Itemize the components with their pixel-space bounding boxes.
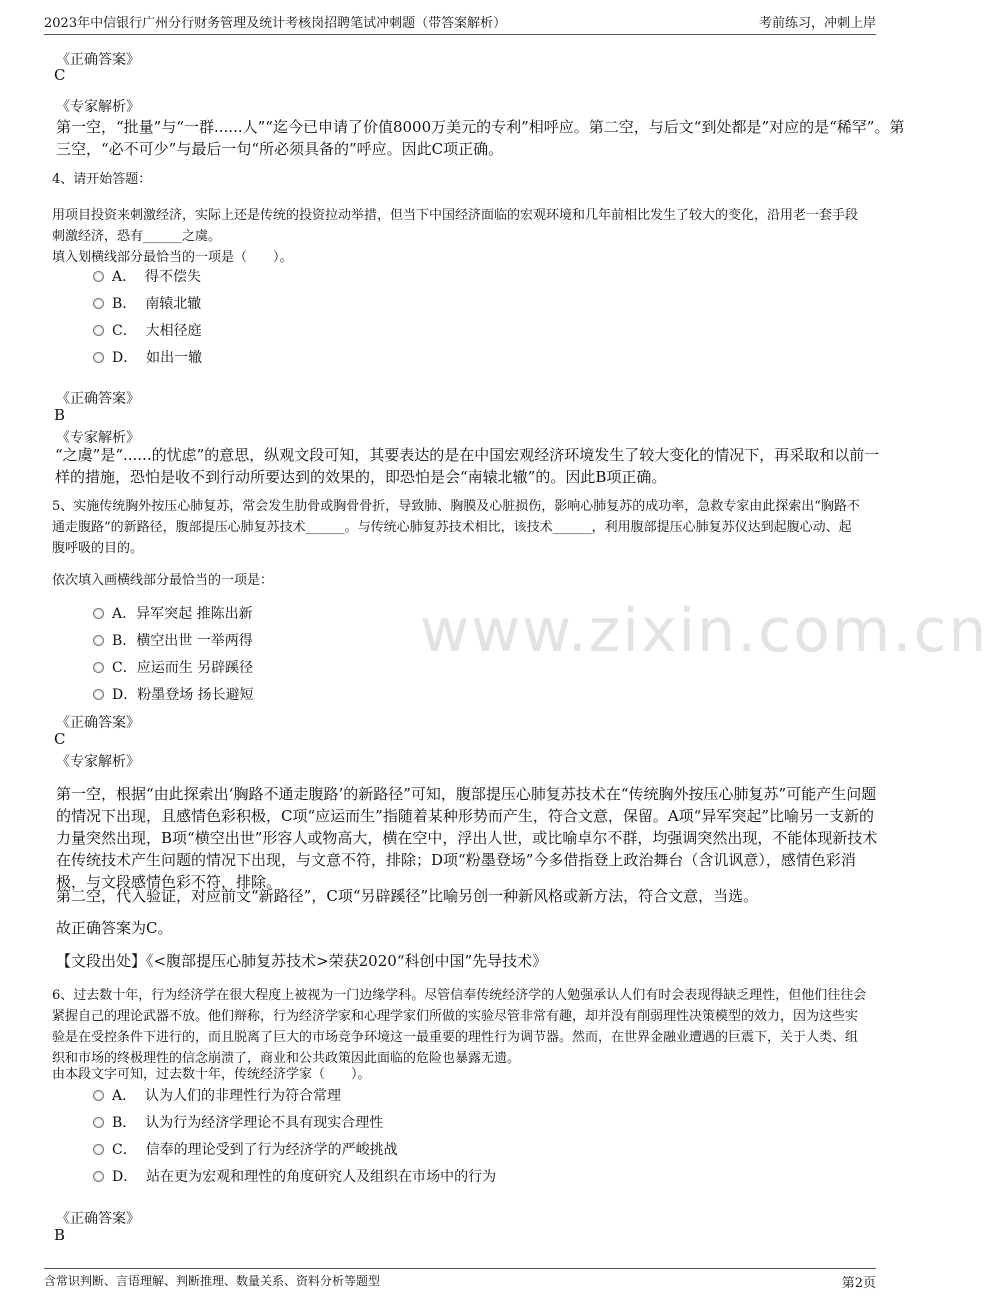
radio-icon[interactable] bbox=[93, 608, 104, 619]
q4-prompt: 填入划横线部分最恰当的一项是（ ）。 bbox=[52, 250, 293, 265]
q3-analysis-line: 三空，“必不可少”与最后一句“所必须具备的”呼应。因此C项正确。 bbox=[56, 140, 504, 158]
q5-analysis-p2: 第二空，代入验证，对应前文“新路径”，C项“另辟蹊径”比喻另创一种新风格或新方法，符合文意，当选。 bbox=[56, 887, 759, 905]
q5-option-b[interactable] bbox=[93, 630, 253, 650]
radio-icon[interactable] bbox=[93, 325, 104, 336]
radio-icon[interactable] bbox=[93, 1090, 104, 1101]
option-text: 站在更为宏观和理性的角度研究人及组织在市场中的行为 bbox=[146, 1169, 497, 1185]
q4-analysis-line: “之虞”是“......的忧虑”的意思，纵观文段可知，其要表达的是在中国宏观经济环境发生了较大变化的情况下，再采取和以前一 bbox=[55, 446, 880, 464]
option-letter: C． bbox=[112, 1142, 137, 1158]
radio-icon[interactable] bbox=[93, 635, 104, 646]
q4-stem-line: 用项目投资来刺激经济，实际上还是传统的投资拉动举措，但当下中国经济面临的宏观环境和几年前相比发生了较大的变化，沿用老一套手段 bbox=[52, 208, 859, 223]
q5-analysis-label: 《专家解析》 bbox=[56, 754, 140, 770]
header-slogan: 考前练习，冲刺上岸 bbox=[758, 16, 876, 31]
radio-icon[interactable] bbox=[93, 1117, 104, 1128]
option-letter: D． bbox=[112, 350, 138, 366]
q3-analysis-line: 第一空，“批量”与“一群......人”“迄今已申请了价值8000万美元的专利”相呼应。第二空，与后文“到处都是”对应的是“稀罕”。第 bbox=[56, 118, 905, 136]
option-text: 粉墨登场 扬长避短 bbox=[137, 687, 254, 703]
q5-option-c[interactable] bbox=[93, 657, 253, 677]
q6-stem-line: 验是在受控条件下进行的，而且脱离了巨大的市场竞争环境这一最重要的理性行为调节器。然而，在世界金融业遭遇的巨震下，关于人类、组 bbox=[52, 1030, 859, 1045]
q5-analysis-line: 第一空，根据“由此探索出‘胸路不通走腹路’的新路径”可知，腹部提压心肺复苏技术在“传统胸外按压心肺复苏”可能产生问题 bbox=[56, 785, 877, 803]
footer-divider bbox=[44, 1268, 876, 1269]
q5-prompt: 依次填入画横线部分最恰当的一项是： bbox=[52, 573, 274, 588]
q4-option-b[interactable] bbox=[93, 293, 201, 313]
q5-stem-line: 5、实施传统胸外按压心肺复苏，常会发生肋骨或胸骨骨折，导致肺、胸膜及心脏损伤，影响心肺复苏的成功率，急救专家由此探索出“胸路不 bbox=[52, 499, 860, 514]
radio-icon[interactable] bbox=[93, 689, 104, 700]
q6-answer: B bbox=[54, 1226, 66, 1244]
option-letter: C． bbox=[112, 660, 137, 676]
q6-prompt: 由本段文字可知，过去数十年，传统经济学家（ ）。 bbox=[52, 1067, 371, 1082]
option-text: 如出一辙 bbox=[146, 350, 203, 366]
option-letter: B． bbox=[112, 1115, 137, 1131]
q5-analysis-line: 在传统技术产生问题的情况下出现，与文意不符，排除；D项“粉墨登场”今多借指登上政治舞台（含讥讽意），感情色彩消 bbox=[56, 851, 856, 869]
option-letter: C． bbox=[112, 323, 137, 339]
option-text: 认为行为经济学理论不具有现实合理性 bbox=[145, 1115, 384, 1131]
q6-option-c[interactable] bbox=[93, 1139, 398, 1159]
q3-analysis bbox=[56, 116, 904, 160]
watermark: www.zixin.com.cn bbox=[420, 596, 988, 666]
q5-analysis-line: 力量突然出现，B项“横空出世”形容人或物高大，横在空中，浮出人世，或比喻卓尔不群，均强调突然出现，不能体现新技术 bbox=[56, 829, 878, 847]
q3-answer: C bbox=[54, 66, 66, 84]
option-text: 异军突起 推陈出新 bbox=[136, 606, 253, 622]
q5-source: 【文段出处】《<腹部提压心肺复苏技术>荣获2020“科创中国”先导技术》 bbox=[56, 952, 548, 970]
q3-analysis-label: 《专家解析》 bbox=[56, 99, 140, 115]
q6-stem-line: 紧握自己的理论武器不放。他们辩称，行为经济学家和心理学家们所做的实验尽管非常有趣，却并没有削弱理性决策模型的效力，因为这些实 bbox=[52, 1009, 859, 1024]
q4-stem bbox=[52, 205, 858, 268]
page-header bbox=[0, 0, 920, 36]
q5-analysis-line: 的情况下出现，且感情色彩积极，C项“应运而生”指随着某种形势而产生，符合文意，保留。A项“异军突起”比喻另一支新的 bbox=[56, 807, 874, 825]
option-text: 得不偿失 bbox=[145, 269, 202, 285]
q6-option-b[interactable] bbox=[93, 1112, 383, 1132]
option-letter: B． bbox=[112, 633, 137, 649]
footer-categories: 含常识判断、言语理解、判断推理、数量关系、资料分析等题型 bbox=[44, 1274, 381, 1288]
q4-stem-line: 刺激经济，恐有______之虞。 bbox=[52, 229, 222, 244]
q4-option-a[interactable] bbox=[93, 266, 201, 286]
q6-option-d[interactable] bbox=[93, 1166, 496, 1186]
q6-stem bbox=[52, 985, 866, 1069]
q4-answer-label: 《正确答案》 bbox=[56, 391, 140, 407]
option-letter: D． bbox=[112, 1169, 138, 1185]
option-text: 大相径庭 bbox=[145, 323, 202, 339]
option-text: 信奉的理论受到了行为经济学的严峻挑战 bbox=[145, 1142, 398, 1158]
option-letter: A． bbox=[112, 269, 137, 285]
q4-answer: B bbox=[54, 406, 66, 424]
q5-answer: C bbox=[54, 730, 66, 748]
q6-answer-label: 《正确答案》 bbox=[56, 1211, 140, 1227]
document-title: 2023年中信银行广州分行财务管理及统计考核岗招聘笔试冲刺题（带答案解析） bbox=[44, 16, 507, 31]
q5-stem-line: 腹呼吸的目的。 bbox=[52, 541, 144, 556]
header-divider bbox=[44, 34, 876, 35]
q4-option-c[interactable] bbox=[93, 320, 202, 340]
q5-option-a[interactable] bbox=[93, 603, 253, 623]
q6-stem-line: 织和市场的终极理性的信念崩溃了，商业和公共政策因此面临的危险也暴露无遗。 bbox=[52, 1051, 521, 1066]
radio-icon[interactable] bbox=[93, 662, 104, 673]
option-letter: A． bbox=[112, 606, 137, 622]
option-text: 应运而生 另辟蹊径 bbox=[136, 660, 254, 676]
q5-option-d[interactable] bbox=[93, 684, 254, 704]
q6-option-a[interactable] bbox=[93, 1085, 341, 1105]
q5-answer-label: 《正确答案》 bbox=[56, 715, 140, 731]
q5-stem bbox=[52, 496, 860, 559]
q4-option-d[interactable] bbox=[93, 347, 202, 367]
q3-answer-label: 《正确答案》 bbox=[56, 52, 140, 68]
q4-number: 4、请开始答题： bbox=[52, 172, 152, 187]
radio-icon[interactable] bbox=[93, 1171, 104, 1182]
radio-icon[interactable] bbox=[93, 352, 104, 363]
option-letter: A． bbox=[112, 1088, 137, 1104]
option-text: 南辕北辙 bbox=[145, 296, 202, 312]
q4-analysis-line: 样的措施，恐怕是收不到行动所要达到的效果的，即恐怕是会“南辕北辙”的。因此B项正确。 bbox=[55, 468, 667, 486]
q5-analysis-p3: 故正确答案为C。 bbox=[56, 919, 173, 937]
q6-stem-line: 6、过去数十年，行为经济学在很大程度上被视为一门边缘学科。尽管信奉传统经济学的人勉强承认人们有时会表现得缺乏理性，但他们往往会 bbox=[52, 988, 867, 1003]
option-letter: D． bbox=[112, 687, 138, 703]
radio-icon[interactable] bbox=[93, 298, 104, 309]
option-text: 横空出世 一举两得 bbox=[136, 633, 253, 649]
q5-analysis-line: 极，与文段感情色彩不符，排除。 bbox=[56, 873, 282, 891]
q4-analysis bbox=[55, 444, 879, 488]
radio-icon[interactable] bbox=[93, 1144, 104, 1155]
page-number: 第2页 bbox=[841, 1276, 876, 1291]
q4-analysis-label: 《专家解析》 bbox=[56, 430, 140, 446]
q5-stem-line: 通走腹路”的新路径，腹部提压心肺复苏技术______。与传统心肺复苏技术相比，该技术______，利用腹部提压心肺复苏仪达到起腹心动、起 bbox=[52, 520, 852, 535]
radio-icon[interactable] bbox=[93, 271, 104, 282]
option-letter: B． bbox=[112, 296, 137, 312]
q5-analysis-p1 bbox=[56, 783, 877, 893]
option-text: 认为人们的非理性行为符合常理 bbox=[145, 1088, 342, 1104]
